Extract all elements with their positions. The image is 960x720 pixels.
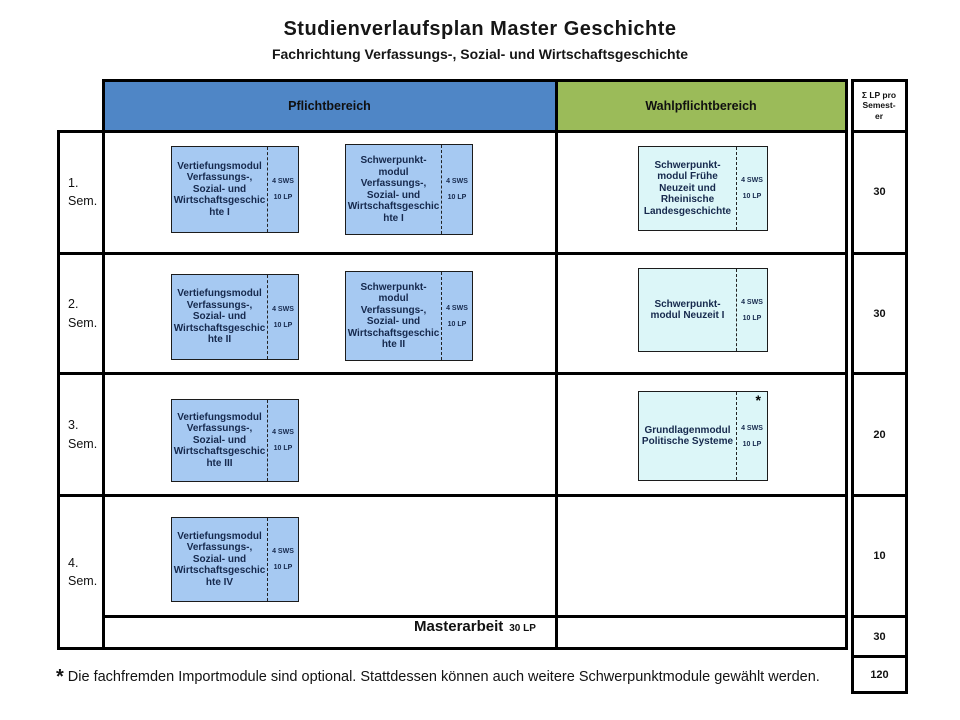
sum-lp-header-line: er (874, 110, 884, 121)
module-grundlagen-politische-systeme (638, 391, 768, 481)
grid-line (57, 647, 848, 650)
module-lp: 10 LP (742, 440, 762, 448)
footnote-asterisk: * (56, 666, 64, 688)
module-lp: 10 LP (742, 193, 762, 200)
module-lp: 10 LP (273, 321, 293, 329)
sum-lp-total: 120 (870, 668, 889, 681)
grid-line (57, 494, 848, 497)
module-sws: 4 SWS (272, 429, 294, 436)
module-lp: 10 LP (273, 194, 293, 201)
module-schwerpunkt-vsw-2 (345, 271, 473, 361)
module-vertiefung-2 (171, 274, 299, 360)
wahlpflichtbereich-label: Wahlpflichtbereich (645, 98, 757, 113)
grid-line (555, 79, 558, 650)
module-credits (267, 275, 298, 359)
grid-line (57, 252, 848, 255)
module-lp: 10 LP (273, 445, 293, 452)
module-title: Vertiefungsmodul Verfassungs-, Sozial- und Wirtschaftsgeschichte I (173, 160, 266, 218)
module-schwerpunkt-vsw-1 (345, 144, 473, 235)
module-title: Schwerpunkt-modul Frühe Neuzeit und Rheinische Landesgeschichte (643, 159, 732, 217)
module-credits (736, 392, 767, 480)
module-sws: 4 SWS (272, 178, 294, 185)
module-credits (267, 147, 298, 232)
module-credits (736, 269, 767, 351)
module-credits (441, 272, 472, 360)
module-title: Schwerpunkt-modul Verfassungs-, Sozial- und Wirtschaftsgeschichte I (347, 155, 440, 224)
module-lp: 10 LP (447, 320, 467, 328)
module-credits (736, 147, 767, 230)
sum-lp-header-line: Σ LP pro (861, 89, 897, 100)
module-title: Grundlagenmodul Politische Systeme (641, 424, 734, 447)
module-credits (267, 518, 298, 601)
sum-lp-header (852, 80, 906, 131)
grid-line (851, 691, 908, 694)
sum-lp-sem1: 30 (873, 186, 886, 198)
module-title: Schwerpunkt-modul Neuzeit I (650, 298, 725, 321)
module-title: Vertiefungsmodul Verfassungs-, Sozial- und Wirtschaftsgeschichte II (173, 288, 266, 346)
asterisk-marker: * (755, 392, 761, 408)
module-credits (441, 145, 472, 234)
module-vertiefung-1 (171, 146, 299, 233)
module-title: Schwerpunkt-modul Verfassungs-, Sozial- und Wirtschaftsgeschichte II (347, 281, 440, 350)
grid-line (845, 79, 848, 650)
module-sws: 4 SWS (741, 177, 763, 184)
masterarbeit-row (105, 618, 845, 647)
sum-lp-sem3: 20 (873, 428, 886, 441)
module-lp: 10 LP (742, 314, 762, 322)
page-title: Studienverlaufsplan Master Geschichte (283, 18, 677, 40)
module-sws: 4 SWS (446, 304, 468, 312)
semester-label-2: 2. Sem. (68, 297, 98, 330)
sum-lp-sem2: 30 (873, 307, 886, 320)
grid-line (57, 372, 848, 375)
module-sws: 4 SWS (741, 298, 763, 306)
module-sws: 4 SWS (741, 424, 763, 432)
sum-lp-header-line: Semest- (862, 100, 896, 111)
semester-label-3: 3. Sem. (68, 418, 98, 451)
module-sws: 4 SWS (446, 178, 468, 185)
module-title: Vertiefungsmodul Verfassungs-, Sozial- und Wirtschaftsgeschichte III (173, 411, 266, 469)
semester-label-4: 4. Sem. (68, 555, 98, 588)
sum-lp-masterarbeit: 30 (873, 630, 886, 643)
semester-label-1: 1. Sem. (68, 175, 98, 208)
module-lp: 10 LP (447, 194, 467, 201)
module-schwerpunkt-neuzeit-1 (638, 268, 768, 352)
module-vertiefung-3 (171, 399, 299, 482)
footnote (56, 664, 856, 687)
module-credits (267, 400, 298, 481)
sum-lp-sem4: 10 (873, 550, 886, 562)
grid-line (905, 79, 908, 694)
footnote-text: Die fachfremden Importmodule sind optional. Stattdessen können auch weitere Schwerpunktmodule gewählt werden. (67, 669, 820, 685)
page-subtitle: Fachrichtung Verfassungs-, Sozial- und Wirtschaftsgeschichte (271, 46, 689, 62)
module-vertiefung-4 (171, 517, 299, 602)
module-sws: 4 SWS (272, 548, 294, 555)
module-lp: 10 LP (273, 564, 293, 571)
module-sws: 4 SWS (272, 305, 294, 313)
masterarbeit-lp: 30 LP (509, 623, 536, 634)
module-schwerpunkt-fruehe-neuzeit (638, 146, 768, 231)
masterarbeit-label: Masterarbeit (414, 618, 504, 635)
pflichtbereich-label: Pflichtbereich (288, 98, 371, 113)
module-title: Vertiefungsmodul Verfassungs-, Sozial- und Wirtschaftsgeschichte IV (173, 530, 266, 588)
